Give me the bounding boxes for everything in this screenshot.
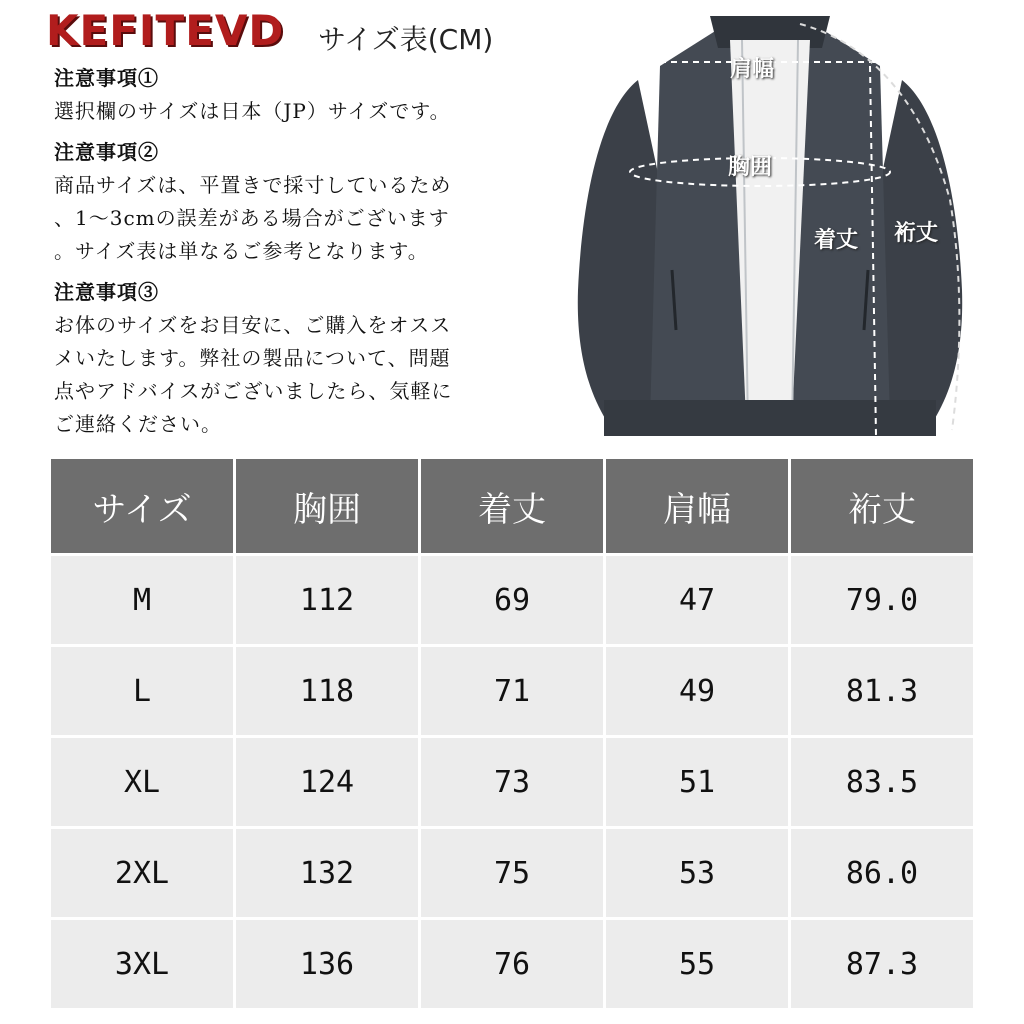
table-cell: 83.5 [790,737,975,828]
table-row [50,737,975,828]
header-chest: 胸囲 [235,458,420,555]
table-cell: 87.3 [790,919,975,1010]
table-cell: 76 [420,919,605,1010]
table-cell: XL [50,737,235,828]
left-cuff [604,400,658,436]
table-cell: 3XL [50,919,235,1010]
note-2-line: 。サイズ表は単なるご参考となります。 [54,239,429,263]
table-row [50,555,975,646]
table-cell: 53 [605,828,790,919]
table-cell: 49 [605,646,790,737]
table-row [50,919,975,1010]
table-cell: 79.0 [790,555,975,646]
table-cell: L [50,646,235,737]
size-chart-title: サイズ表(CM) [318,23,494,56]
table-cell: 47 [605,555,790,646]
table-cell: 55 [605,919,790,1010]
header-size: サイズ [50,458,235,555]
note-3-line: ご連絡ください。 [54,412,222,436]
note-3-line: メいたします。弊社の製品について、問題 [54,346,451,370]
table-cell: 75 [420,828,605,919]
table-row [50,646,975,737]
note-2-line: 、1～3cmの誤差がある場合がございます [54,206,450,230]
right-cuff [882,400,936,436]
table-cell: 2XL [50,828,235,919]
table-cell: 71 [420,646,605,737]
sleeve-label: 裄丈 [894,221,939,246]
note-3-title: 注意事項③ [54,280,159,304]
length-label: 着丈 [814,228,859,253]
hem-band [650,400,890,436]
shoulder-label: 肩幅 [730,57,775,82]
header-shoulder: 肩幅 [605,458,790,555]
table-cell: 118 [235,646,420,737]
note-3-line: 点やアドバイスがございましたら、気軽に [54,379,453,403]
header-length: 着丈 [420,458,605,555]
note-1-title: 注意事項① [54,66,159,90]
table-cell: 81.3 [790,646,975,737]
table-row [50,828,975,919]
table-cell: 112 [235,555,420,646]
header-sleeve: 裄丈 [790,458,975,555]
brand-logo: KEFITEVD [46,6,285,55]
table-cell: 132 [235,828,420,919]
table-cell: 124 [235,737,420,828]
table-header-row [50,458,975,555]
table-cell: 69 [420,555,605,646]
note-3-line: お体のサイズをお目安に、ご購入をオスス [54,313,452,337]
table-cell: 73 [420,737,605,828]
notes-section [54,62,534,441]
table-cell: M [50,555,235,646]
note-2-line: 商品サイズは、平置きで採寸しているため [54,173,452,197]
chest-label: 胸囲 [728,155,773,180]
table-cell: 136 [235,919,420,1010]
table-cell: 51 [605,737,790,828]
size-table [48,456,976,1011]
jacket-illustration [560,0,980,460]
note-2-title: 注意事項② [54,140,159,164]
table-cell: 86.0 [790,828,975,919]
note-1-line: 選択欄のサイズは日本（JP）サイズです。 [54,99,451,123]
